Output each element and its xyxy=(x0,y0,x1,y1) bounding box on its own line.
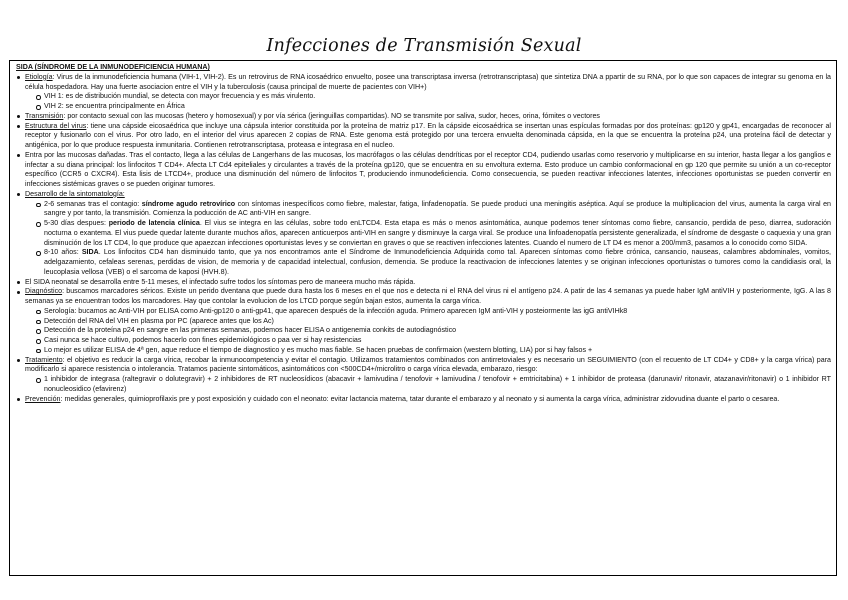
content-box xyxy=(9,60,837,576)
list-item: Detección del RNA del VIH en plasma por PC (aparece antes que los Ac) xyxy=(36,317,831,327)
list-item-sintomatologia xyxy=(16,190,831,278)
list-item xyxy=(36,248,831,277)
stage-text: . El vius se integra en las células, sobre todo enLTCD4. Esta etapa es más o menos asintomática, aunque podemos tener síntomas como fiebre, cansancio, perdida de peso, diarrea, sudoración nocturna o exantema. El vius puede quedar latente durante muchos años, aparecen anticuerpos anti-VIH en sangre y disminuye la carga viral. Se produce una linfoadenopatía persistente generalizada, el síndrome de desgaste o caquexia y una gran disminución de los LT CD4, lo que produce que apaezcan infecciones oportunistas leves y se conviertan en graves o que se reactiven infecciones latentes. Cuando el numero de LT D4 es menor a 200/mm3, pasamos a lo conocido como SIDA. xyxy=(44,219,831,247)
prevencion-label: Prevención xyxy=(25,394,61,403)
list-item xyxy=(36,200,831,220)
stage-name: síndrome agudo retrovírico xyxy=(141,199,236,208)
list-item: Detección de la proteína p24 en sangre en las primeras semanas, podemos hacer ELISA o antigenemia conkits de autodiagnóstico xyxy=(36,326,831,336)
estructura-text: : tiene una cápside eicosaédrica que incluye una cápsula interior constituida por la proteína de matriz p17. En la cápside eicosaédrica se insertan unas espículas formadas por dos proteínas: gp120 y gp41, encargadas de reconocer al receptor y fusionarlo con el virus. Por otro lado, en el interior del virus aparecen 2 copias de RNA. Este genoma está protegido por una tercera envuelta denominada cápsida, en la que se encuentra la proteína p24, una proteína fácil de detectar y antigénica, por lo que produce respuesta inmunitaria. Contienen retrotranscriptasa, proteasa e integrasa en el nucleo. xyxy=(25,121,831,149)
sintomatologia-label: Desarrollo de la sintomatología: xyxy=(25,189,125,198)
list-item-transmision xyxy=(16,112,831,122)
diagnostico-sublist xyxy=(25,307,831,356)
section-heading: SIDA (SÍNDROME DE LA INMUNODEFICIENCIA HUMANA) xyxy=(16,63,210,71)
stage-name: periodo de latencia clínica xyxy=(108,219,200,227)
main-list xyxy=(16,73,831,405)
page-title: Infecciones de Transmisión Sexual xyxy=(266,36,582,56)
tratamiento-sublist xyxy=(25,375,831,395)
list-item-neonatal xyxy=(16,278,831,288)
stage-name: SIDA xyxy=(81,248,99,257)
list-item: Lo mejor es utilizar ELISA de 4ª gen, aque reduce el tiempo de diagnostico y es mucho mas fiable. Se hacen pruebas de confirmaion (western blotting, LIA) por si hay falsos + xyxy=(36,346,831,356)
list-item-entrada xyxy=(16,151,831,190)
stage-text: . Los linfocitos CD4 han disminuido tanto, que ya nos encontramos ante el Síndrome de Inmunodeficiencia Adquirida como tal. Aparecen síntomas como fiebre crónica, cansancio, nauseas, calambres abdominales, vomitos, adelgazamiento, cefaleas serenas, perdidas de vision, de memoria y de capacidad intelectual, confusion, demencia. Se produce la reactivacion de infecciones latentes y se originan infecciones oportunistas o tumores como la candidiasis oral, la leucoplasia vellosa (VEB) o el sarcoma de kaposi (HVH.8). xyxy=(44,248,831,276)
list-item-etiologia xyxy=(16,73,831,112)
stage-text: con síntomas inespecíficos como fiebre, malestar, fatiga, linfadenopatía. Se puede produci una meningitis aséptica. Aquí se produce la multiplicacion del virus, aumenta la carga viral en sangre y por tanto, la transmisión. Comienza la poducción de AC anti-VIH en sangre. xyxy=(44,199,832,218)
prevencion-text: : medidas generales, quimioprofilaxis pre y post exposición y cuidado con el neonato: evitar lactancia materna, tatar durante el embarazo y al neonato y si aumenta la carga vírica, administrar zidovudina duante el parto o cesarea. xyxy=(60,394,780,403)
estructura-label: Estructura del virus xyxy=(25,121,87,130)
list-item: Casi nunca se hace cultivo, podemos hacerlo con fines epidemiológicos o paa ver si hay resistencias xyxy=(36,336,831,346)
list-item-diagnostico xyxy=(16,287,831,355)
list-item: Serología: bucamos ac Anti-VIH por ELISA como Anti-gp120 o anti-gp41, que aparecen después de la infección aguda. Primero aparecen IgM anti-VIH y posteiormente las igG antiVIHk8 xyxy=(36,307,831,317)
list-item xyxy=(36,219,831,248)
entrada-text: Entra por las mucosas dañadas. Tras el contacto, llega a las células de Langerhans de las mucosas, los macrófagos o las células dendríticas por el receptor CD4, pudiendo usarlas como reservorio y multiplicarse en su interior, hasta llegar a los ganglios e infectar a su diana principal: los linfocitos T CD4+. Afecta LT Cd4 epiteliales y circulantes a través de la proteína gp120, que se encuentra en su envoltura externa. Esto produce un cambio conformacional en gp 120 que permite su unión a un co-receptor específico (CCR5 o CXCR4). Esta lisis de LTCD4+, produce una disminución del número de linfocitos T, produciendo inmunodeficiencia. Como consecuencia, se pueden reactivar infecciones latentes, infecciones oportunistas se pueden convertir en infecciones sistémicas graves o se pueden originar tumores. xyxy=(25,150,831,188)
tratamiento-label: Tratamiento xyxy=(25,355,63,364)
tratamiento-text: : el objetivo es reducir la carga vírica, recobar la inmunocompetencia y evitar el contagio. Utilizamos tratamientos combinados con antirretoviales y es necesario un SEGUIMIENTO (con el recuento de LT CD4+ y CD8+ y la carga vírica) para modificarlo si aparece resistencia o intolerancia. Tratamos paciente sintomáticos, asintomáticos con <500CD4+/microlitro o carga vírica elevada, embarazo, riesgo: xyxy=(25,355,831,374)
etiologia-text: : Virus de la inmunodeficiencia humana (VIH-1, VIH-2). Es un retrovirus de RNA icosaédrico envuelto, posee una transcriptasa inversa (retrotranscriptasa) que sintetiza DNA a ppartir de su RNA, por lo que son capaces de integrar su genoma en la célula hospedadora. Hay una fuerte asociacion entre el VIH y la tuberculosis (causa principal de muerte de pacientes con VIH+) xyxy=(25,72,831,91)
diagnostico-label: Diagnóstico xyxy=(25,287,63,296)
etiologia-label: Etiología xyxy=(25,72,53,81)
sintomatologia-sublist xyxy=(25,200,831,278)
transmision-text: : por contacto sexual con las mucosas (hetero y homosexual) y por vía sérica (jeringuillas compartidas). NO se transmite por saliva, sudor, heces, orina, fómites o vectores xyxy=(63,111,600,120)
diagnostico-text: : buscamos marcadores séricos. Existe un perido dventana que puede dura hasta los 6 meses en el que nos e detecta ni el RNA del virus ni el antígeno p24. A patir de las 4 semanas ya puede haber IgM antiVIH y posteriormente, IgG. A las 8 semanas ya se encuentran todos los marcadores. Hay que contolar la evolucion de los LTCD porque según bajan estos, aumenta la carga vírica. xyxy=(25,287,831,305)
list-item: 1 inhibidor de integrasa (raltegravir o dolutegravir) + 2 inhibidores de RT nucleosídicos (abacavir + lamivudina / tenofovir + lamivudina / tenofovir + emtricitabina) + 1 inhibidor de proteasa (darunavir/ ritonavir, atazanavir/ritonavir) o 1 inhibidor RT nonucleosidico (efavirenz) xyxy=(36,375,831,395)
stage-prefix: 5-30 días despues: xyxy=(44,219,109,227)
list-item: VIH 1: es de distribución mundial, se detecta con mayor frecuencia y es más virulento. xyxy=(36,92,831,102)
neonatal-text: El SIDA neonatal se desarrolla entre 5-11 meses, el infectado sufre todos los síntomas pero de maneera mucho más rápida. xyxy=(25,277,416,286)
list-item-estructura xyxy=(16,122,831,151)
transmision-label: Transmisión xyxy=(25,111,64,120)
list-item-prevencion xyxy=(16,395,831,405)
etiologia-sublist xyxy=(25,92,831,112)
list-item-tratamiento xyxy=(16,356,831,395)
stage-prefix: 2-6 semanas tras el contagio: xyxy=(44,199,142,208)
stage-prefix: 8-10 años: xyxy=(44,248,82,257)
list-item: VIH 2: se encuentra principalmente en África xyxy=(36,102,831,112)
